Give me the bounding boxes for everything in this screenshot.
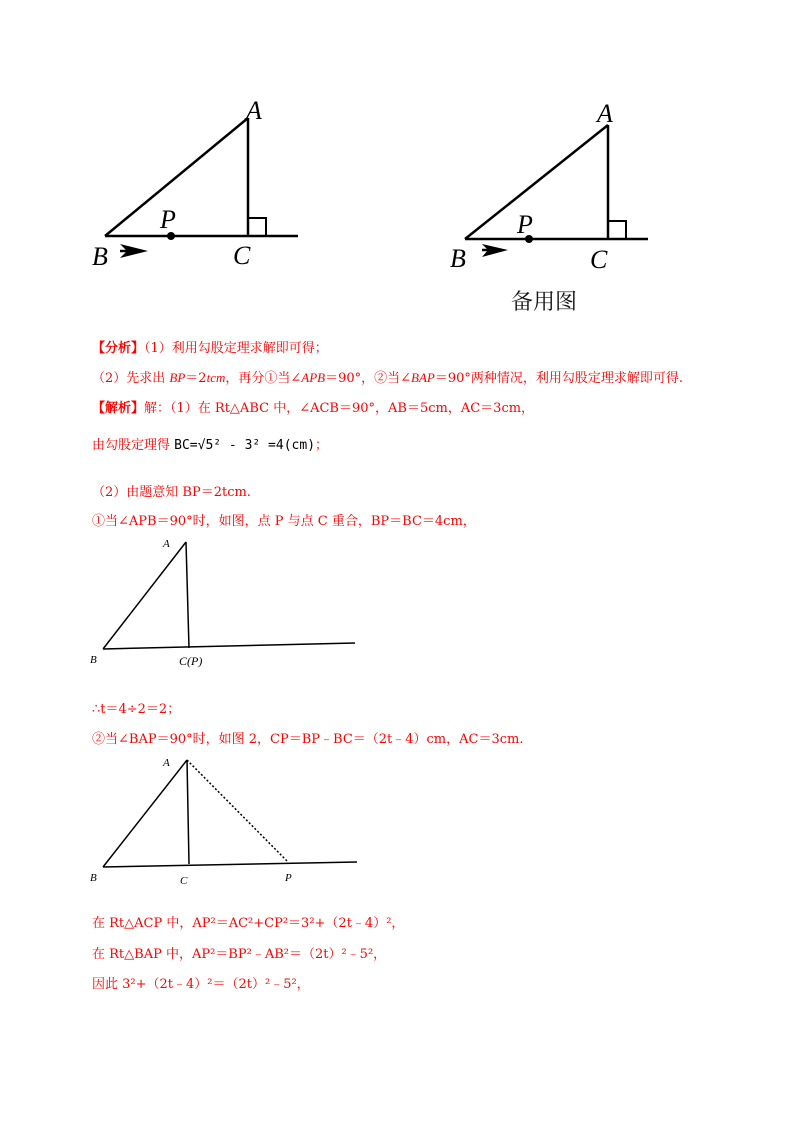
label-a: A [163, 538, 170, 550]
solution-line-1 [92, 400, 534, 418]
label-b: B [92, 242, 108, 271]
text-segment: ； [315, 438, 329, 453]
equation-line-2: 在 Rt△BAP 中，AP²＝BP²﹣AB²＝（2t）²﹣5²， [92, 947, 387, 962]
label-a: A [246, 96, 262, 125]
text-segment: tcm [206, 370, 226, 385]
label-p: P [285, 872, 292, 884]
figure-3 [85, 535, 365, 675]
text-segment: 由勾股定理得 [92, 438, 175, 453]
line-ap-dotted [187, 760, 288, 862]
label-c: C [233, 241, 251, 270]
figure-2 [440, 85, 680, 285]
text-segment: APB [301, 370, 326, 385]
formula-bc: BC=√5² - 3² =4(cm) [174, 438, 316, 453]
right-angle-mark [248, 218, 266, 236]
right-angle-mark [608, 221, 626, 239]
figure-4 [85, 752, 365, 892]
therefore-line: ∴t＝4÷2＝2； [92, 702, 181, 717]
case1-line: ①当∠APB＝90°时，如图，点 P 与点 C 重合，BP＝BC＝4cm， [92, 514, 476, 529]
solution-line-2 [92, 437, 328, 455]
solution-text-1: 解：（1）在 Rt△ABC 中，∠ACB＝90°，AB＝5cm，AC＝3cm， [144, 401, 535, 416]
text-segment: （2）先求出 [92, 371, 170, 386]
part2-line: （2）由题意知 BP＝2tcm. [92, 485, 251, 500]
line-ba [105, 118, 248, 236]
text-segment: BP [169, 370, 186, 385]
text-segment: ＝2 [185, 371, 207, 386]
label-c: C [590, 245, 608, 274]
label-a: A [597, 99, 613, 128]
line-bp [103, 862, 357, 867]
label-p: P [517, 210, 533, 239]
label-c: C [180, 875, 188, 887]
equation-line-1: 在 Rt△ACP 中，AP²＝AC²+CP²＝3²+（2t﹣4）²， [92, 916, 405, 931]
solution-tag: 【解析】 [92, 401, 145, 416]
line-ba [103, 542, 186, 649]
line-ac [186, 542, 189, 648]
analysis-line-2 [92, 369, 683, 388]
label-p: P [160, 205, 176, 234]
text-segment: ＝90°两种情况，利用勾股定理求解即可得. [434, 371, 684, 386]
label-b: B [450, 244, 466, 273]
line-ba [103, 760, 187, 867]
equation-line-3: 因此 3²+（2t﹣4）²＝（2t）²﹣5²， [92, 977, 310, 992]
line-bc [103, 643, 355, 649]
line-ba [465, 125, 608, 239]
analysis-line-1 [92, 340, 328, 358]
figure-caption: 备用图 [511, 290, 578, 315]
text-segment: BAP [411, 370, 435, 385]
label-b: B [90, 654, 97, 666]
label-b: B [90, 872, 97, 884]
line-ac [187, 760, 189, 864]
figure-1 [80, 85, 320, 275]
text-segment: ＝90°，②当∠ [325, 371, 412, 386]
text-segment: ，再分①当∠ [225, 371, 302, 386]
label-a: A [163, 757, 170, 769]
analysis-text-1: （1）利用勾股定理求解即可得； [144, 341, 328, 356]
case2-line: ②当∠BAP＝90°时，如图 2，CP＝BP﹣BC＝（2t﹣4）cm，AC＝3cm. [92, 732, 524, 747]
analysis-tag: 【分析】 [92, 341, 145, 356]
label-c: C(P) [179, 654, 203, 668]
